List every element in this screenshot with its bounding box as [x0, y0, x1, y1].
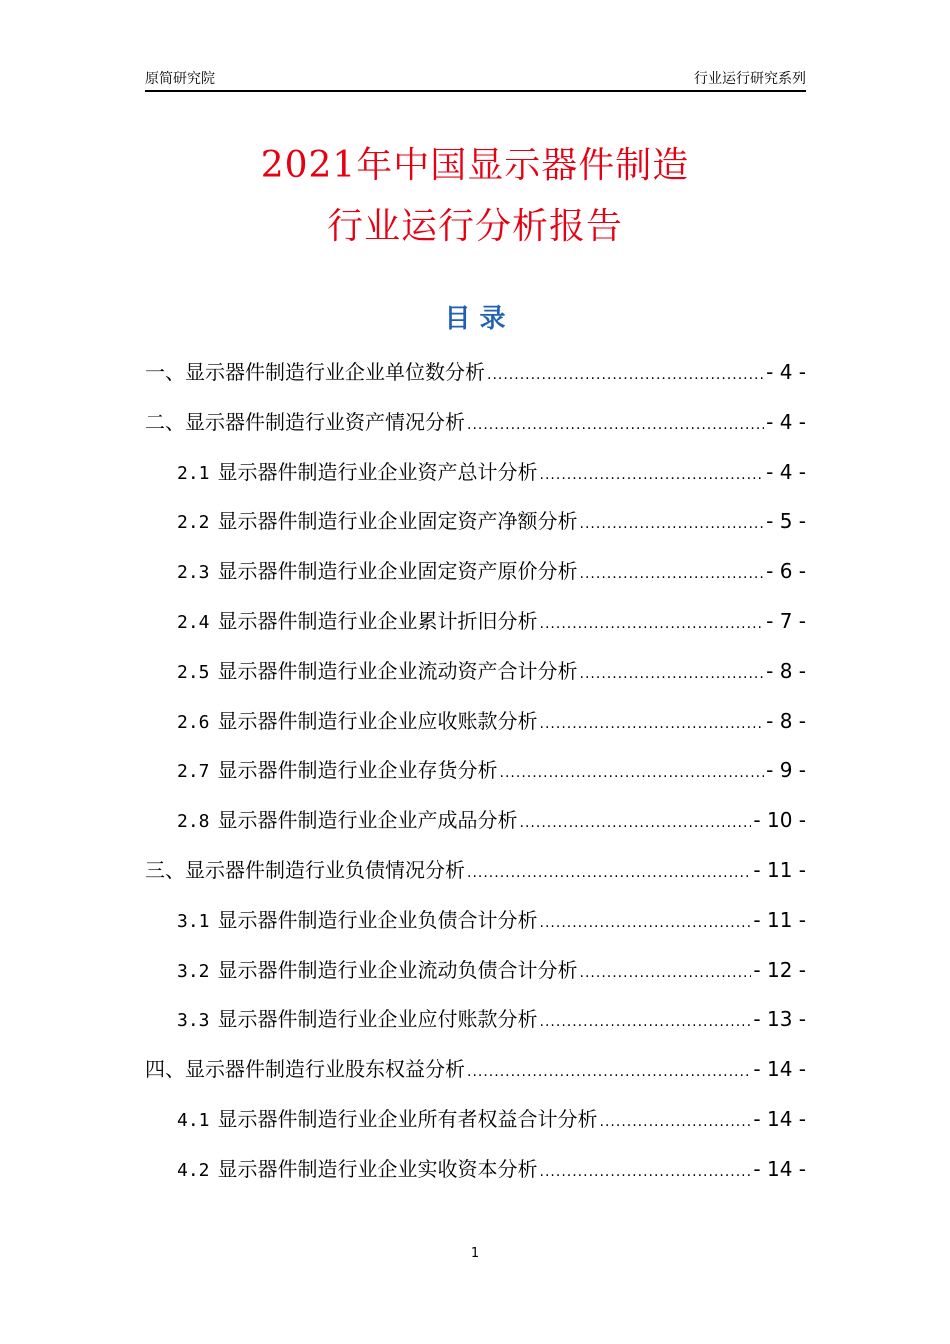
- toc-entry-text: 显示器件制造行业企业实收资本分析: [217, 1156, 538, 1181]
- toc-entry[interactable]: [145, 551, 806, 601]
- toc-leader-dots: [540, 701, 765, 741]
- toc-entry-text: 显示器件制造行业企业累计折旧分析: [217, 608, 538, 633]
- toc-leader-dots: [540, 900, 752, 940]
- toc-entry-page: - 14 -: [753, 1106, 806, 1131]
- toc-entry-text: 显示器件制造行业企业应付账款分析: [217, 1007, 538, 1032]
- toc-leader-dots: [580, 501, 765, 541]
- toc-entry-number: 2.3: [177, 562, 210, 584]
- toc-entry-text: 显示器件制造行业企业所有者权益合计分析: [217, 1106, 598, 1131]
- toc-entry[interactable]: [145, 850, 806, 900]
- report-title-line-2: 行业运行分析报告: [326, 206, 623, 247]
- toc-entry-page: - 8 -: [766, 658, 806, 683]
- toc-entry-page: - 11 -: [753, 907, 806, 932]
- toc-entry-page: - 5 -: [766, 509, 806, 534]
- toc-entry-page: - 4 -: [766, 459, 806, 484]
- toc-entry[interactable]: [145, 651, 806, 701]
- toc-entry-page: - 9 -: [766, 758, 806, 783]
- toc-entry-text: 显示器件制造行业企业流动资产合计分析: [217, 658, 578, 683]
- toc-entry-page: - 12 -: [753, 957, 806, 982]
- toc-entry[interactable]: [145, 352, 806, 402]
- toc-entry-page: - 14 -: [753, 1156, 806, 1181]
- toc-entry-number: 2.8: [177, 811, 210, 833]
- toc-entry[interactable]: [145, 1049, 806, 1099]
- toc-entry[interactable]: [145, 601, 806, 651]
- toc-entry-text: 显示器件制造行业企业应收账款分析: [217, 708, 538, 733]
- toc-entry[interactable]: [145, 950, 806, 1000]
- toc-entry[interactable]: [145, 800, 806, 850]
- table-of-contents: [145, 352, 806, 1199]
- toc-entry-page: - 10 -: [753, 808, 806, 833]
- toc-entry[interactable]: [145, 999, 806, 1049]
- toc-entry[interactable]: [145, 501, 806, 551]
- toc-leader-dots: [540, 999, 752, 1039]
- toc-entry-page: - 11 -: [753, 857, 806, 882]
- toc-leader-dots: [580, 950, 752, 990]
- toc-entry-number: 2.1: [177, 462, 210, 484]
- toc-entry-number: 2.5: [177, 661, 210, 683]
- page-header: [145, 66, 806, 92]
- toc-entry[interactable]: [145, 452, 806, 502]
- toc-entry-text: 显示器件制造行业资产情况分析: [185, 409, 465, 434]
- toc-entry-page: - 14 -: [753, 1057, 806, 1082]
- toc-heading: 目 录: [444, 304, 506, 334]
- toc-entry-text: 显示器件制造行业股东权益分析: [185, 1057, 465, 1082]
- toc-leader-dots: [520, 800, 752, 840]
- toc-leader-dots: [540, 601, 765, 641]
- toc-leader-dots: [500, 750, 765, 790]
- toc-entry-text: 显示器件制造行业企业资产总计分析: [217, 459, 538, 484]
- toc-entry-page: - 6 -: [766, 559, 806, 584]
- toc-entry-page: - 7 -: [766, 608, 806, 633]
- toc-entry-page: - 4 -: [766, 360, 806, 384]
- toc-entry[interactable]: [145, 1149, 806, 1199]
- toc-entry-number: 2.4: [177, 611, 210, 633]
- toc-leader-dots: [467, 1049, 751, 1089]
- header-series: 行业运行研究系列: [694, 71, 806, 87]
- toc-entry[interactable]: [145, 701, 806, 751]
- toc-leader-dots: [600, 1099, 752, 1139]
- toc-leader-dots: [467, 402, 764, 442]
- toc-entry-text: 显示器件制造行业负债情况分析: [185, 857, 465, 882]
- toc-entry-number: 三、: [145, 857, 185, 882]
- toc-entry-text: 显示器件制造行业企业负债合计分析: [217, 907, 538, 932]
- toc-entry-number: 一、: [145, 360, 185, 384]
- report-title-line-1: 2021年中国显示器件制造: [260, 145, 690, 186]
- toc-entry-text: 显示器件制造行业企业流动负债合计分析: [217, 957, 578, 982]
- toc-entry-number: 4.1: [177, 1109, 210, 1131]
- toc-entry[interactable]: [145, 402, 806, 452]
- toc-entry-number: 2.6: [177, 711, 210, 733]
- toc-leader-dots: [580, 551, 765, 591]
- toc-entry-number: 2.2: [177, 512, 210, 534]
- toc-entry-number: 4.2: [177, 1159, 210, 1181]
- toc-entry-page: - 4 -: [766, 409, 806, 434]
- toc-entry-text: 显示器件制造行业企业存货分析: [217, 758, 498, 783]
- header-organization: 原简研究院: [145, 71, 215, 87]
- toc-entry-page: - 8 -: [766, 708, 806, 733]
- toc-entry[interactable]: [145, 1099, 806, 1149]
- toc-leader-dots: [467, 850, 751, 890]
- toc-entry-number: 二、: [145, 409, 185, 434]
- toc-entry-number: 2.7: [177, 761, 210, 783]
- toc-entry-text: 显示器件制造行业企业产成品分析: [217, 808, 518, 833]
- toc-entry-page: - 13 -: [753, 1007, 806, 1032]
- toc-entry-number: 3.3: [177, 1010, 210, 1032]
- toc-entry-number: 3.1: [177, 910, 210, 932]
- toc-leader-dots: [540, 1149, 752, 1189]
- toc-leader-dots: [540, 452, 765, 492]
- toc-leader-dots: [580, 651, 765, 691]
- toc-entry[interactable]: [145, 750, 806, 800]
- toc-entry-number: 四、: [145, 1057, 185, 1082]
- toc-entry-text: 显示器件制造行业企业固定资产原价分析: [217, 559, 578, 584]
- toc-entry-text: 显示器件制造行业企业固定资产净额分析: [217, 509, 578, 534]
- toc-entry-text: 显示器件制造行业企业单位数分析: [185, 360, 485, 384]
- toc-entry[interactable]: [145, 900, 806, 950]
- toc-leader-dots: [487, 352, 764, 392]
- toc-entry-number: 3.2: [177, 960, 210, 982]
- page-number: 1: [470, 1246, 480, 1261]
